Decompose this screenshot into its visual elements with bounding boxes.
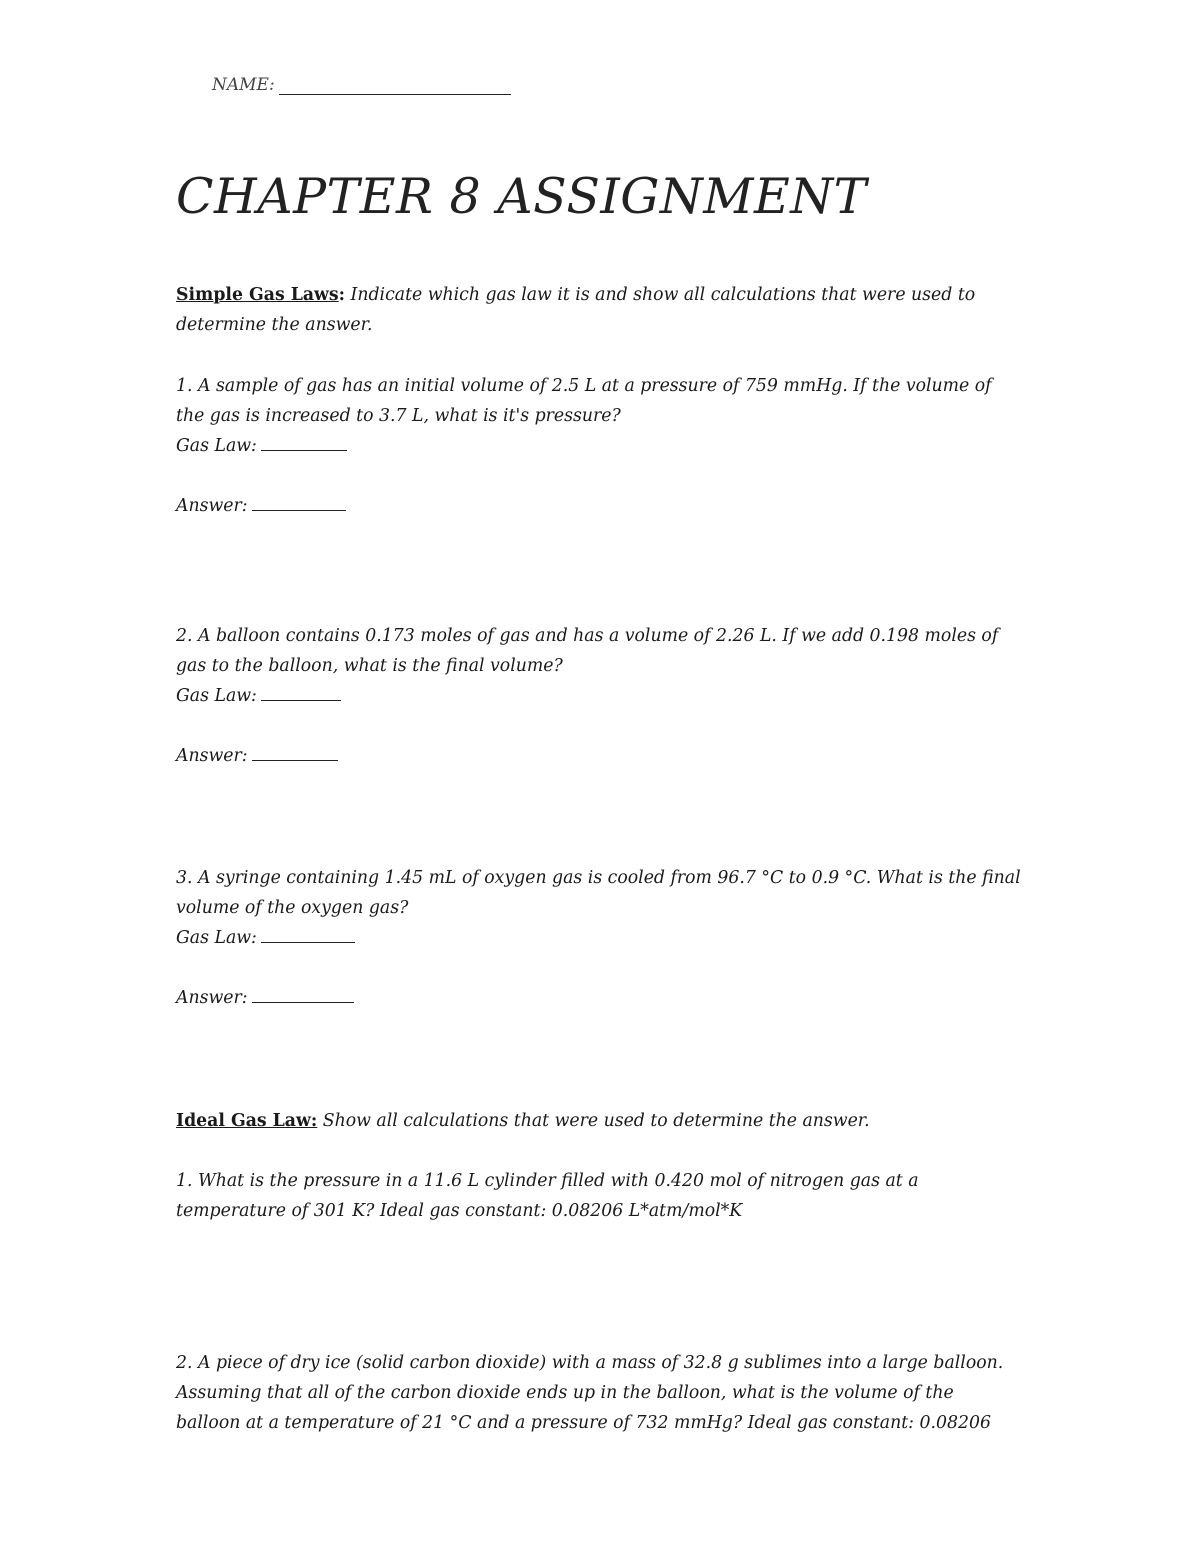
- answer-label: Answer:: [176, 746, 248, 766]
- question-text: Assuming that all of the carbon dioxide ends up in the balloon, what is the volume of the: [176, 1383, 954, 1403]
- page-title: CHAPTER 8 ASSIGNMENT: [176, 168, 867, 225]
- simple-instructions-line1: Indicate which gas law it is and show all calculations that were used to: [345, 285, 976, 305]
- gas-law-label: Gas Law:: [176, 436, 257, 456]
- gas-law-blank[interactable]: [261, 924, 355, 943]
- question-text: the gas is increased to 3.7 L, what is it's pressure?: [176, 406, 621, 426]
- question-text: 1. What is the pressure in a 11.6 L cylinder filled with 0.420 mol of nitrogen gas at a: [176, 1171, 919, 1191]
- answer-blank[interactable]: [252, 742, 338, 761]
- name-blank[interactable]: [279, 74, 511, 95]
- ideal-gas-law-instructions: [176, 1106, 1036, 1136]
- simple-question-1: [176, 371, 1036, 521]
- simple-gas-laws-instructions: [176, 280, 1036, 340]
- gas-law-row: [176, 431, 1036, 461]
- answer-label: Answer:: [176, 496, 248, 516]
- answer-blank[interactable]: [252, 984, 354, 1003]
- ideal-question-1: [176, 1166, 1036, 1226]
- answer-row: [176, 983, 1036, 1013]
- answer-blank[interactable]: [252, 492, 346, 511]
- question-text: temperature of 301 K? Ideal gas constant: 0.08206 L*atm/mol*K: [176, 1201, 743, 1221]
- question-text: 1. A sample of gas has an initial volume of 2.5 L at a pressure of 759 mmHg. If the volume of: [176, 376, 992, 396]
- question-text: 3. A syringe containing 1.45 mL of oxygen gas is cooled from 96.7 °C to 0.9 °C. What is the final: [176, 868, 1021, 888]
- question-text: 2. A balloon contains 0.173 moles of gas and has a volume of 2.26 L. If we add 0.198 moles of: [176, 626, 999, 646]
- ideal-question-2: [176, 1348, 1036, 1438]
- gas-law-label: Gas Law:: [176, 928, 257, 948]
- gas-law-row: [176, 923, 1036, 953]
- heading-colon: :: [338, 285, 346, 305]
- ideal-instructions: Show all calculations that were used to determine the answer.: [317, 1111, 870, 1131]
- gas-law-blank[interactable]: [261, 432, 347, 451]
- simple-question-2: [176, 621, 1036, 771]
- simple-instructions-line2: determine the answer.: [176, 315, 373, 335]
- name-label: NAME:: [212, 75, 275, 95]
- answer-label: Answer:: [176, 988, 248, 1008]
- question-text: volume of the oxygen gas?: [176, 898, 409, 918]
- simple-gas-laws-heading: Simple Gas Laws: [176, 285, 339, 305]
- question-text: balloon at a temperature of 21 °C and a pressure of 732 mmHg? Ideal gas constant: 0.08206: [176, 1413, 991, 1433]
- answer-row: [176, 741, 1036, 771]
- gas-law-label: Gas Law:: [176, 686, 257, 706]
- question-text: 2. A piece of dry ice (solid carbon dioxide) with a mass of 32.8 g sublimes into a large balloon.: [176, 1353, 1004, 1373]
- answer-row: [176, 491, 1036, 521]
- name-field-row: [212, 74, 511, 95]
- question-text: gas to the balloon, what is the final volume?: [176, 656, 563, 676]
- ideal-gas-law-heading: Ideal Gas Law:: [176, 1111, 318, 1131]
- simple-question-3: [176, 863, 1036, 1013]
- gas-law-row: [176, 681, 1036, 711]
- gas-law-blank[interactable]: [261, 682, 341, 701]
